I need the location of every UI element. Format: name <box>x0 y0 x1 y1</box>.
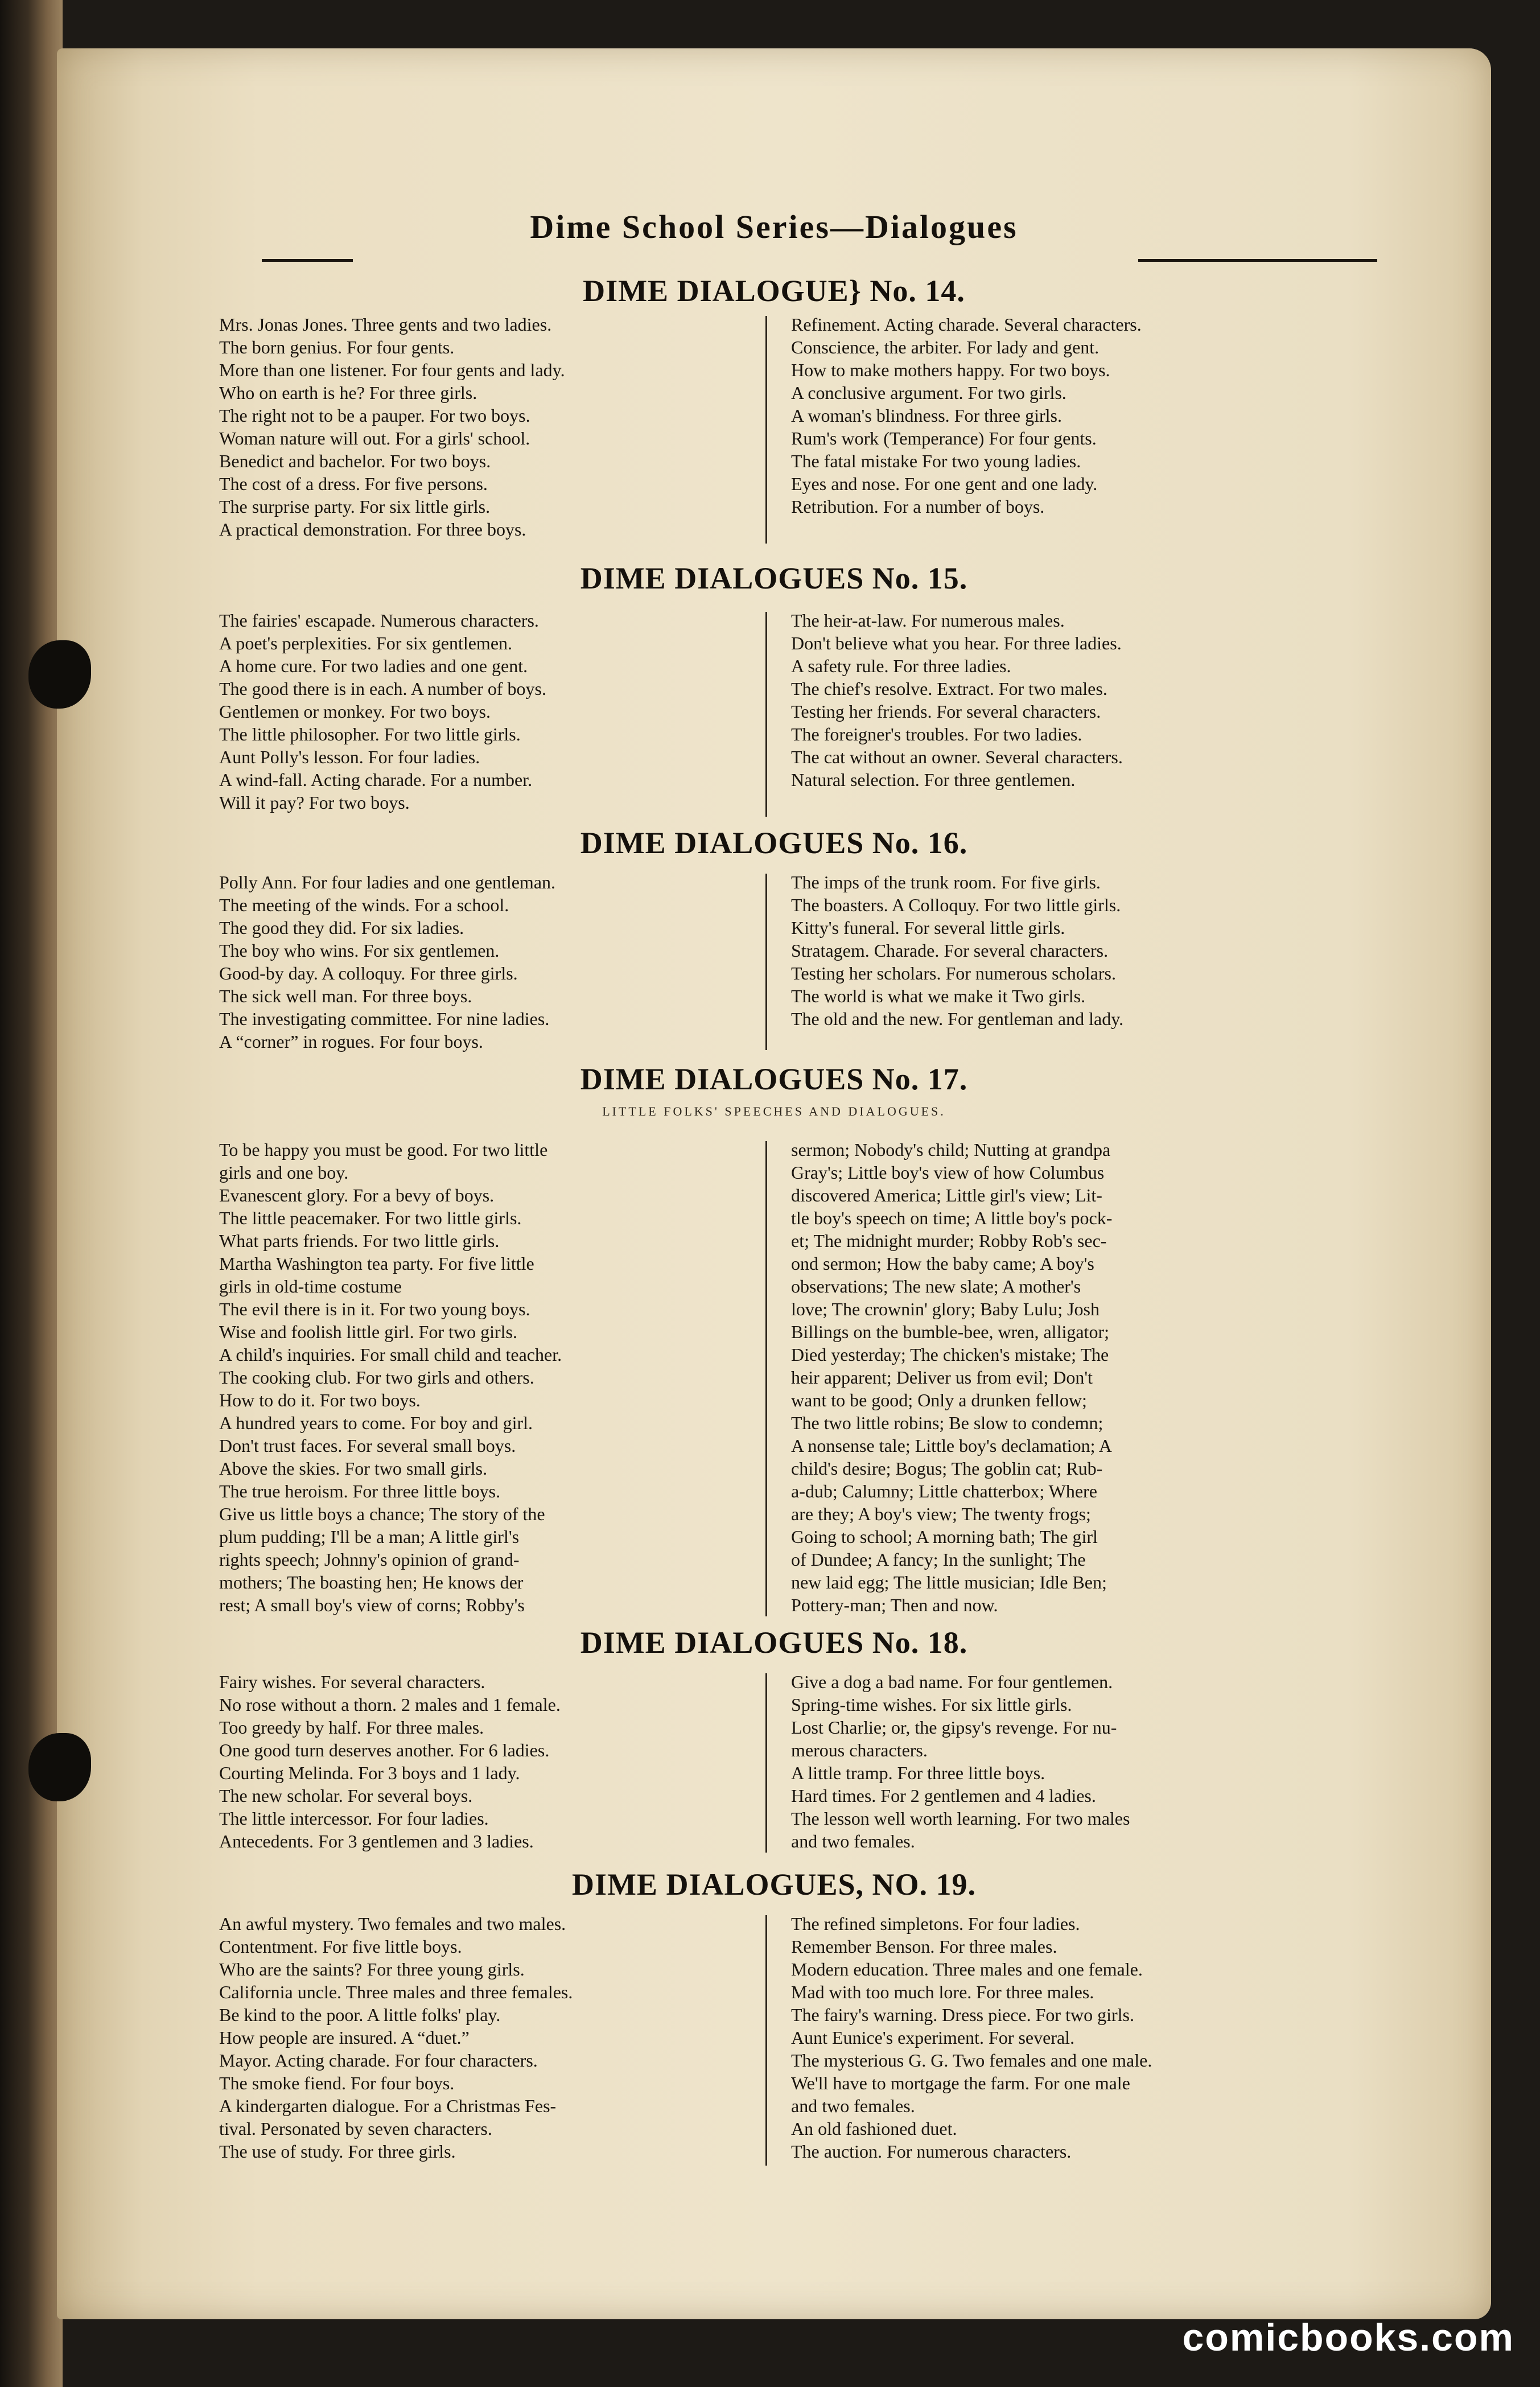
catalog-entry: The surprise party. For six little girls. <box>219 496 491 517</box>
catalog-entry: California uncle. Three males and three females. <box>219 1982 573 2002</box>
catalog-entry: The fairy's warning. Dress piece. For two girls. <box>791 2005 1134 2025</box>
catalog-entry: Courting Melinda. For 3 boys and 1 lady. <box>219 1763 520 1783</box>
catalog-entry: One good turn deserves another. For 6 ladies. <box>219 1740 550 1760</box>
binding-hole <box>28 1733 91 1801</box>
catalog-entry: The use of study. For three girls. <box>219 2141 456 2162</box>
catalog-entry: rest; A small boy's view of corns; Robby's <box>219 1595 525 1615</box>
catalog-entry: No rose without a thorn. 2 males and 1 female. <box>219 1694 561 1715</box>
catalog-entry: The fatal mistake For two young ladies. <box>791 451 1081 471</box>
catalog-entry: Pottery-man; Then and now. <box>791 1595 998 1615</box>
catalog-entry: The cooking club. For two girls and others. <box>219 1367 534 1388</box>
catalog-entry: Give us little boys a chance; The story of the <box>219 1504 545 1524</box>
catalog-entry: The auction. For numerous characters. <box>791 2141 1072 2162</box>
catalog-entry: Evanescent glory. For a bevy of boys. <box>219 1185 495 1205</box>
catalog-entry: An awful mystery. Two females and two males. <box>219 1913 566 1934</box>
column-divider <box>765 1673 767 1853</box>
book-spine <box>0 0 63 2387</box>
catalog-entry: Lost Charlie; or, the gipsy's revenge. For nu- <box>791 1717 1117 1738</box>
catalog-entry: Antecedents. For 3 gentlemen and 3 ladies. <box>219 1831 534 1851</box>
catalog-entry: The evil there is in it. For two young boys. <box>219 1299 530 1319</box>
catalog-entry: girls and one boy. <box>219 1162 349 1183</box>
section-17-subtitle: LITTLE FOLKS' SPEECHES AND DIALOGUES. <box>602 1104 946 1118</box>
catalog-entry: Aunt Polly's lesson. For four ladies. <box>219 747 480 767</box>
catalog-entry: Mrs. Jonas Jones. Three gents and two ladies. <box>219 314 552 335</box>
catalog-entry: What parts friends. For two little girls. <box>219 1230 500 1251</box>
catalog-entry: The old and the new. For gentleman and lady. <box>791 1009 1124 1029</box>
catalog-entry: Spring-time wishes. For six little girls. <box>791 1694 1072 1715</box>
section-title-16: DIME DIALOGUES No. 16. <box>580 826 968 860</box>
header-rule-right <box>1138 259 1377 262</box>
catalog-entry: The new scholar. For several boys. <box>219 1785 473 1806</box>
catalog-entry: The lesson well worth learning. For two males <box>791 1808 1130 1829</box>
section-title-17: DIME DIALOGUES No. 17. <box>580 1062 968 1096</box>
catalog-entry: A poet's perplexities. For six gentlemen. <box>219 633 513 653</box>
catalog-entry: observations; The new slate; A mother's <box>791 1276 1081 1297</box>
catalog-entry: A conclusive argument. For two girls. <box>791 382 1067 403</box>
catalog-entry: The fairies' escapade. Numerous characters. <box>219 610 539 631</box>
catalog-entry: Don't believe what you hear. For three ladies. <box>791 633 1122 653</box>
catalog-entry: Remember Benson. For three males. <box>791 1936 1057 1957</box>
catalog-entry: Contentment. For five little boys. <box>219 1936 462 1957</box>
column-divider <box>765 316 767 544</box>
column-divider <box>765 1141 767 1616</box>
catalog-entry: Don't trust faces. For several small boys. <box>219 1435 516 1456</box>
catalog-entry: Refinement. Acting charade. Several characters. <box>791 314 1142 335</box>
catalog-entry: merous characters. <box>791 1740 928 1760</box>
catalog-entry: An old fashioned duet. <box>791 2118 957 2139</box>
header-rule-left <box>262 259 353 262</box>
catalog-entry: The foreigner's troubles. For two ladies. <box>791 724 1082 744</box>
catalog-entry: rights speech; Johnny's opinion of grand- <box>219 1549 520 1570</box>
catalog-entry: How to do it. For two boys. <box>219 1390 421 1410</box>
column-divider <box>765 874 767 1050</box>
column-divider <box>765 1915 767 2166</box>
catalog-entry: Gray's; Little boy's view of how Columbus <box>791 1162 1105 1183</box>
catalog-entry: A hundred years to come. For boy and girl. <box>219 1413 533 1433</box>
catalog-entry: The good they did. For six ladies. <box>219 917 464 938</box>
catalog-entry: The little peacemaker. For two little girls. <box>219 1208 522 1228</box>
section-18-left-column <box>219 1670 811 1853</box>
catalog-entry: The boasters. A Colloquy. For two little girls. <box>791 895 1121 915</box>
catalog-entry: The little intercessor. For four ladies. <box>219 1808 489 1829</box>
catalog-entry: Retribution. For a number of boys. <box>791 496 1045 517</box>
catalog-entry: A safety rule. For three ladies. <box>791 656 1011 676</box>
catalog-entry: Benedict and bachelor. For two boys. <box>219 451 491 471</box>
catalog-entry: girls in old-time costume <box>219 1276 402 1297</box>
catalog-entry: are they; A boy's view; The twenty frogs; <box>791 1504 1091 1524</box>
catalog-entry: How to make mothers happy. For two boys. <box>791 360 1110 380</box>
catalog-entry: ond sermon; How the baby came; A boy's <box>791 1253 1094 1274</box>
catalog-entry: heir apparent; Deliver us from evil; Don't <box>791 1367 1093 1388</box>
catalog-entry: Eyes and nose. For one gent and one lady. <box>791 474 1098 494</box>
catalog-entry: Fairy wishes. For several characters. <box>219 1672 485 1692</box>
catalog-entry: The meeting of the winds. For a school. <box>219 895 509 915</box>
catalog-entry: Modern education. Three males and one female. <box>791 1959 1143 1979</box>
section-19-right-column <box>791 1912 1383 2163</box>
catalog-entry: Natural selection. For three gentlemen. <box>791 769 1076 790</box>
section-16-right-column <box>791 871 1383 1030</box>
catalog-entry: Mayor. Acting charade. For four characters. <box>219 2050 538 2071</box>
catalog-entry: The right not to be a pauper. For two boys. <box>219 405 530 426</box>
section-title-14: DIME DIALOGUE} No. 14. <box>583 274 965 308</box>
catalog-entry: The cat without an owner. Several characters. <box>791 747 1123 767</box>
catalog-entry: The mysterious G. G. Two females and one male. <box>791 2050 1152 2071</box>
catalog-entry: The heir-at-law. For numerous males. <box>791 610 1065 631</box>
catalog-entry: Stratagem. Charade. For several characters. <box>791 940 1109 961</box>
catalog-entry: Be kind to the poor. A little folks' play. <box>219 2005 501 2025</box>
page-header: Dime School Series—Dialogues <box>530 208 1018 245</box>
catalog-entry: want to be good; Only a drunken fellow; <box>791 1390 1087 1410</box>
catalog-entry: love; The crownin' glory; Baby Lulu; Josh <box>791 1299 1100 1319</box>
catalog-entry: The imps of the trunk room. For five girls. <box>791 872 1101 892</box>
catalog-entry: The two little robins; Be slow to condemn; <box>791 1413 1103 1433</box>
section-14-left-column <box>219 313 811 541</box>
catalog-entry: The chief's resolve. Extract. For two males. <box>791 678 1107 699</box>
binding-hole <box>28 640 91 709</box>
catalog-entry: How people are insured. A “duet.” <box>219 2027 470 2048</box>
catalog-entry: More than one listener. For four gents and lady. <box>219 360 565 380</box>
catalog-entry: A child's inquiries. For small child and teacher. <box>219 1344 562 1365</box>
watermark: comicbooks.com <box>1182 2316 1514 2359</box>
catalog-entry: plum pudding; I'll be a man; A little girl's <box>219 1526 520 1547</box>
catalog-page <box>57 48 1491 2319</box>
catalog-entry: Testing her scholars. For numerous scholars. <box>791 963 1116 983</box>
catalog-entry: Rum's work (Temperance) For four gents. <box>791 428 1097 448</box>
section-14-right-column <box>791 313 1383 518</box>
section-17-left-column <box>219 1138 811 1616</box>
catalog-entry: A little tramp. For three little boys. <box>791 1763 1045 1783</box>
catalog-entry: Gentlemen or monkey. For two boys. <box>219 701 491 722</box>
catalog-entry: The cost of a dress. For five persons. <box>219 474 488 494</box>
catalog-entry: a-dub; Calumny; Little chatterbox; Where <box>791 1481 1097 1501</box>
catalog-entry: of Dundee; A fancy; In the sunlight; The <box>791 1549 1086 1570</box>
catalog-entry: tle boy's speech on time; A little boy's pock- <box>791 1208 1113 1228</box>
catalog-entry: The little philosopher. For two little girls. <box>219 724 521 744</box>
section-title-15: DIME DIALOGUES No. 15. <box>580 561 968 595</box>
section-18-right-column <box>791 1670 1383 1853</box>
catalog-entry: Too greedy by half. For three males. <box>219 1717 484 1738</box>
catalog-entry: Aunt Eunice's experiment. For several. <box>791 2027 1075 2048</box>
catalog-entry: A nonsense tale; Little boy's declamation; A <box>791 1435 1112 1456</box>
catalog-entry: and two females. <box>791 1831 915 1851</box>
catalog-entry: Conscience, the arbiter. For lady and gent. <box>791 337 1100 357</box>
catalog-entry: The investigating committee. For nine ladies. <box>219 1009 550 1029</box>
catalog-entry: Who are the saints? For three young girls. <box>219 1959 525 1979</box>
catalog-entry: Give a dog a bad name. For four gentlemen. <box>791 1672 1113 1692</box>
section-16-left-column <box>219 871 811 1053</box>
catalog-entry: A home cure. For two ladies and one gent. <box>219 656 528 676</box>
catalog-entry: Kitty's funeral. For several little girls. <box>791 917 1065 938</box>
catalog-entry: new laid egg; The little musician; Idle Ben; <box>791 1572 1107 1592</box>
catalog-entry: The refined simpletons. For four ladies. <box>791 1913 1080 1934</box>
catalog-entry: The true heroism. For three little boys. <box>219 1481 501 1501</box>
catalog-entry: sermon; Nobody's child; Nutting at grandpa <box>791 1139 1111 1160</box>
section-15-left-column <box>219 609 811 814</box>
catalog-entry: Above the skies. For two small girls. <box>219 1458 488 1479</box>
catalog-entry: The boy who wins. For six gentlemen. <box>219 940 500 961</box>
catalog-entry: The world is what we make it Two girls. <box>791 986 1086 1006</box>
column-divider <box>765 612 767 817</box>
catalog-entry: Who on earth is he? For three girls. <box>219 382 477 403</box>
section-17-right-column <box>791 1138 1383 1616</box>
catalog-entry: discovered America; Little girl's view; Lit- <box>791 1185 1102 1205</box>
catalog-entry: Will it pay? For two boys. <box>219 792 410 813</box>
catalog-entry: mothers; The boasting hen; He knows der <box>219 1572 524 1592</box>
catalog-entry: We'll have to mortgage the farm. For one male <box>791 2073 1130 2093</box>
catalog-entry: The sick well man. For three boys. <box>219 986 472 1006</box>
section-19-left-column <box>219 1912 811 2163</box>
catalog-entry: A kindergarten dialogue. For a Christmas Fes- <box>219 2096 557 2116</box>
catalog-entry: A woman's blindness. For three girls. <box>791 405 1062 426</box>
catalog-entry: Hard times. For 2 gentlemen and 4 ladies. <box>791 1785 1096 1806</box>
catalog-entry: Woman nature will out. For a girls' school. <box>219 428 530 448</box>
catalog-entry: Mad with too much lore. For three males. <box>791 1982 1094 2002</box>
catalog-entry: Wise and foolish little girl. For two girls. <box>219 1322 517 1342</box>
catalog-entry: child's desire; Bogus; The goblin cat; Rub- <box>791 1458 1103 1479</box>
catalog-entry: A wind-fall. Acting charade. For a number. <box>219 769 533 790</box>
section-title-19: DIME DIALOGUES, NO. 19. <box>571 1867 977 1902</box>
section-15-right-column <box>791 609 1383 791</box>
catalog-entry: The born genius. For four gents. <box>219 337 455 357</box>
catalog-entry: To be happy you must be good. For two little <box>219 1139 548 1160</box>
catalog-entry: A “corner” in rogues. For four boys. <box>219 1031 483 1052</box>
catalog-entry: A practical demonstration. For three boys. <box>219 519 526 540</box>
catalog-entry: The good there is in each. A number of boys. <box>219 678 546 699</box>
catalog-entry: Good-by day. A colloquy. For three girls. <box>219 963 518 983</box>
catalog-entry: Billings on the bumble-bee, wren, alligator; <box>791 1322 1109 1342</box>
catalog-entry: et; The midnight murder; Robby Rob's sec- <box>791 1230 1107 1251</box>
catalog-entry: tival. Personated by seven characters. <box>219 2118 492 2139</box>
catalog-entry: and two females. <box>791 2096 915 2116</box>
catalog-entry: Going to school; A morning bath; The girl <box>791 1526 1098 1547</box>
catalog-entry: Polly Ann. For four ladies and one gentleman. <box>219 872 556 892</box>
catalog-entry: The smoke fiend. For four boys. <box>219 2073 455 2093</box>
catalog-entry: Martha Washington tea party. For five little <box>219 1253 534 1274</box>
catalog-entry: Testing her friends. For several characters. <box>791 701 1101 722</box>
section-title-18: DIME DIALOGUES No. 18. <box>580 1625 968 1660</box>
catalog-entry: Died yesterday; The chicken's mistake; The <box>791 1344 1109 1365</box>
